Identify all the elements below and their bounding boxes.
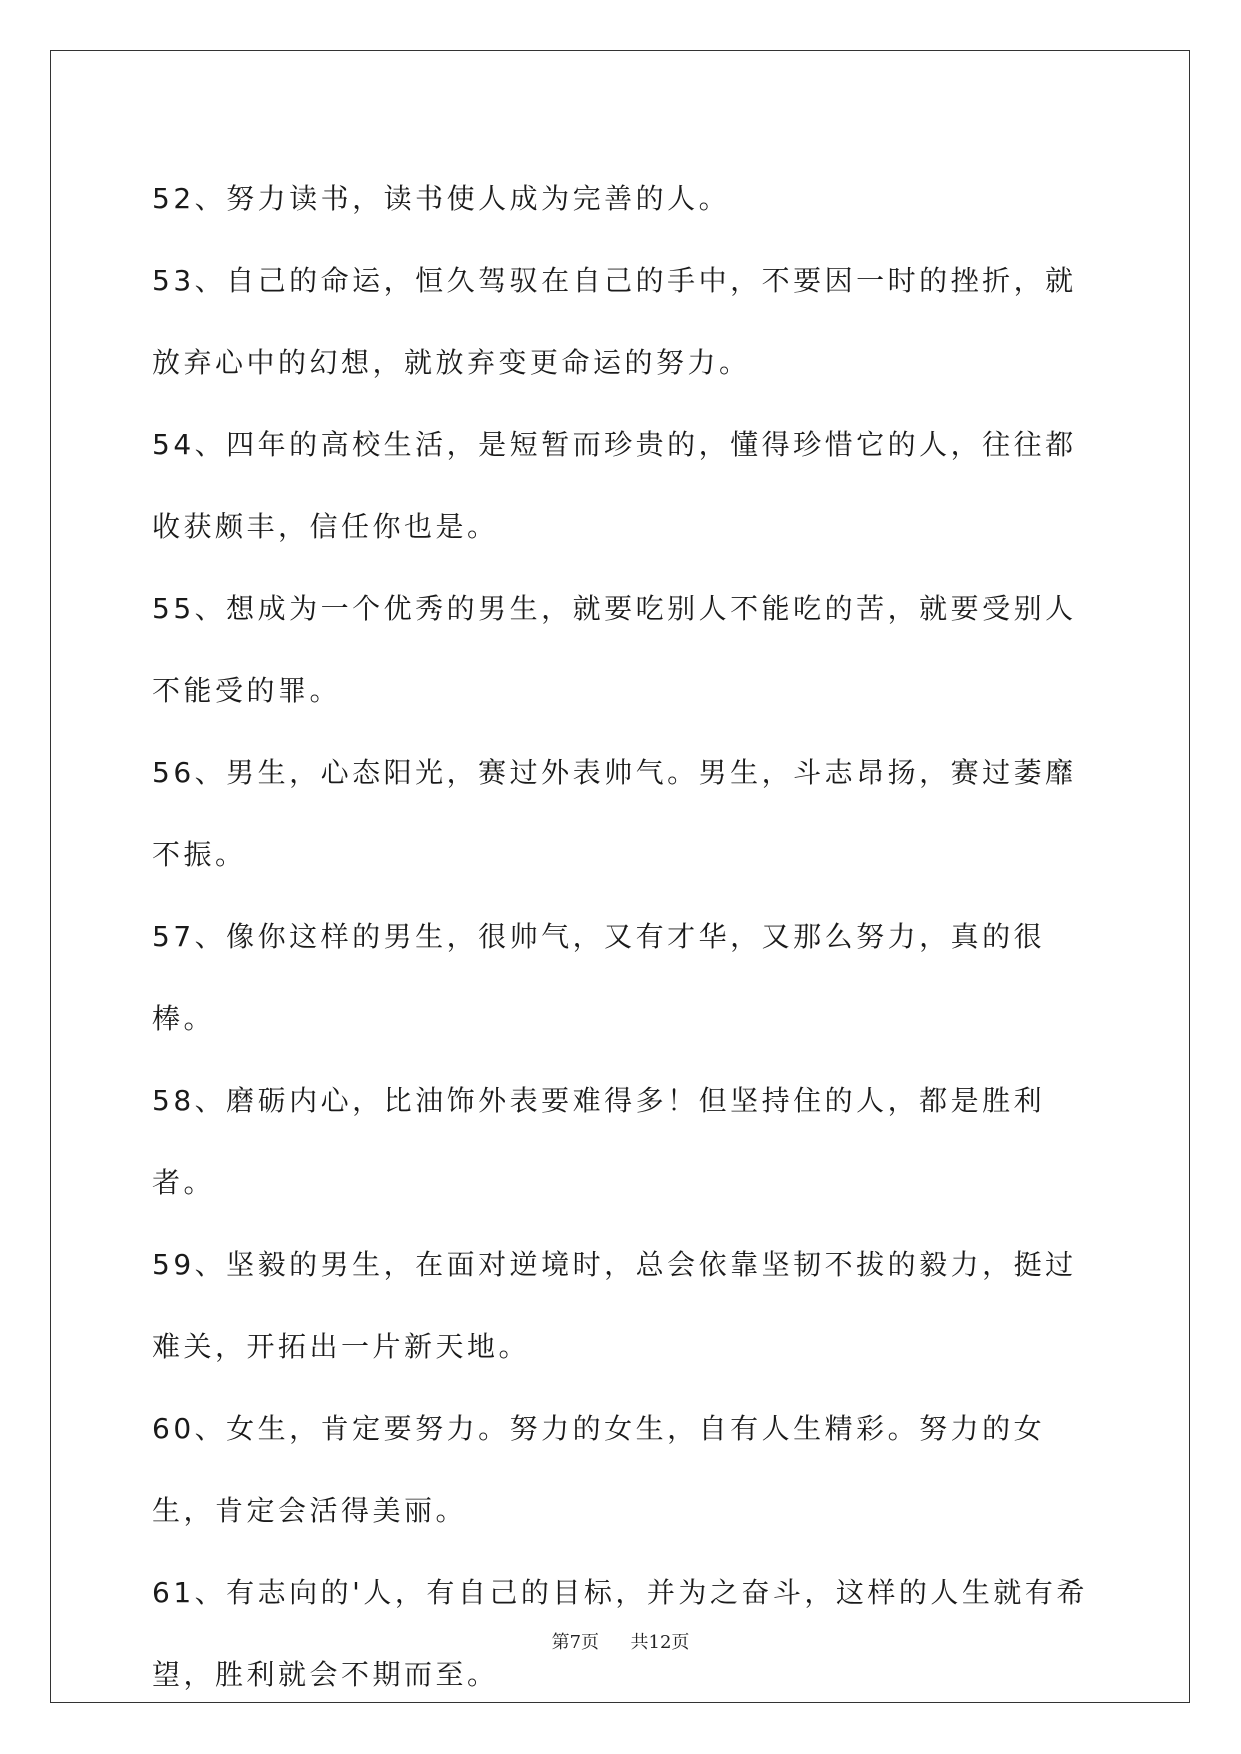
paragraph-59: 59、坚毅的男生，在面对逆境时，总会依靠坚韧不拔的毅力，挺过难关，开拓出一片新天地。 (152, 1248, 1077, 1363)
paragraph-54: 54、四年的高校生活，是短暂而珍贵的，懂得珍惜它的人，往往都收获颇丰，信任你也是。 (152, 428, 1077, 543)
page-footer (0, 1628, 1241, 1654)
page-total: 共12页 (630, 1632, 690, 1653)
paragraph-52: 52、努力读书，读书使人成为完善的人。 (152, 182, 731, 215)
paragraph-60: 60、女生，肯定要努力。努力的女生，自有人生精彩。努力的女生，肯定会活得美丽。 (152, 1412, 1046, 1527)
paragraph-53: 53、自己的命运，恒久驾驭在自己的手中，不要因一时的挫折，就放弃心中的幻想，就放弃变更命运的努力。 (152, 264, 1077, 379)
paragraph-56: 56、男生，心态阳光，赛过外表帅气。男生，斗志昂扬，赛过萎靡不振。 (152, 756, 1077, 871)
paragraph-58: 58、磨砺内心，比油饰外表要难得多！但坚持住的人，都是胜利者。 (152, 1084, 1046, 1199)
page-number: 第7页 (551, 1632, 600, 1653)
paragraph-57: 57、像你这样的男生，很帅气，又有才华，又那么努力，真的很棒。 (152, 920, 1046, 1035)
paragraph-61: 61、有志向的'人，有自己的目标，并为之奋斗，这样的人生就有希望，胜利就会不期而至。 (152, 1576, 1088, 1691)
document-body (152, 158, 1092, 1716)
paragraph-55: 55、想成为一个优秀的男生，就要吃别人不能吃的苦，就要受别人不能受的罪。 (152, 592, 1077, 707)
